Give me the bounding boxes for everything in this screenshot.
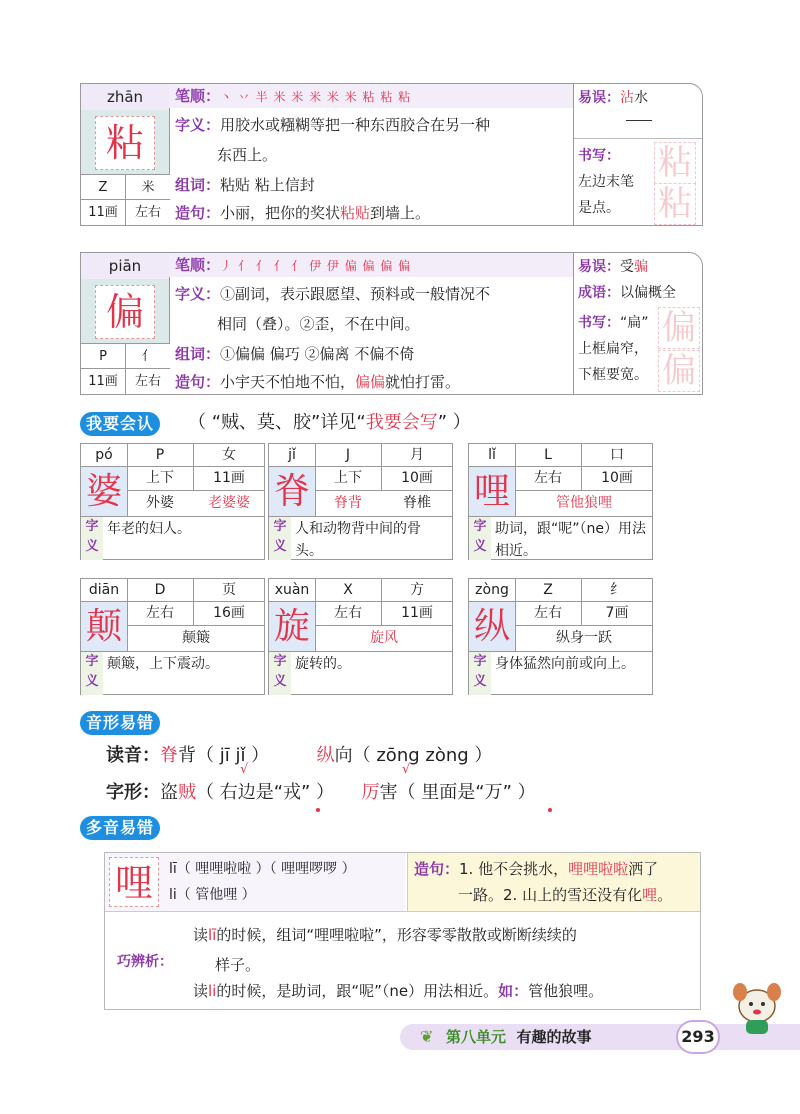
write-tip: 左边末笔 xyxy=(578,174,634,190)
tips-panel: 易误：沾水 书写： 左边末笔 是点。 粘 粘 xyxy=(574,84,702,225)
big-character: 偏 xyxy=(81,279,170,343)
meaning-label: 字 义 xyxy=(81,517,103,560)
word-1: 管他狼哩 xyxy=(556,495,612,511)
radical: 女 xyxy=(222,447,236,463)
check-mark: √ xyxy=(240,762,249,777)
tip-line-3: 读li的时候，是助词，跟“呢”（ne）用法相近。如：管他狼哩。 xyxy=(193,982,604,1000)
meaning-continued: 相同（叠）。②歪，不在中间。 xyxy=(217,315,420,333)
meaning-row: 字义：①副词，表示跟愿望、预料或一般情况不 xyxy=(175,285,491,303)
radical: 方 xyxy=(410,582,424,598)
character-card-zhan xyxy=(80,83,703,226)
radical: 纟 xyxy=(610,582,624,598)
pinyin: pó xyxy=(95,447,113,463)
meaning-continued: 东西上。 xyxy=(217,146,278,164)
sentence-row: 造句：小宇天不怕地不怕，偏偏就怕打雷。 xyxy=(175,373,461,391)
leaf-icon: ❦ xyxy=(420,1027,434,1046)
polyphone-char: 哩 xyxy=(109,857,159,907)
meaning: 颠簸，上下震动。 xyxy=(107,656,219,672)
page-number: 293 xyxy=(676,1020,720,1054)
stroke-order-row: 笔顺：丿 亻 亻 亻 亻 伊 伊 偏 偏 偏 偏 xyxy=(169,253,573,277)
write-tip: 上框扁窄， xyxy=(578,341,648,357)
index-letter: Z xyxy=(81,174,125,200)
word-1: 旋风 xyxy=(370,630,398,646)
word-1: 脊背 xyxy=(334,495,362,511)
word-1: 外婆 xyxy=(146,495,174,511)
structure: 左右 xyxy=(125,199,170,225)
meaning-label: 字 义 xyxy=(269,652,291,695)
tips-panel: 易误：受骗 成语：以偏概全 书写：“扁” 上框扁窄， 下框要宽。 偏 偏 xyxy=(574,253,702,394)
section-head-recognize: 我要会认 xyxy=(80,412,160,436)
radical: 页 xyxy=(222,582,236,598)
character-card-pian xyxy=(80,252,703,395)
structure: 上下 xyxy=(146,470,174,486)
sentence-row: 造句：小丽，把你的奖状粘贴到墙上。 xyxy=(175,204,431,222)
meaning-row: 字义：用胶水或糨糊等把一种东西胶合在另一种 xyxy=(175,116,491,134)
stroke-count: 7画 xyxy=(605,605,629,621)
structure: 上下 xyxy=(334,470,362,486)
pinyin: xuàn xyxy=(274,582,310,598)
big-character: 粘 xyxy=(81,110,170,174)
index-letter: J xyxy=(345,447,351,463)
tracing-char: 偏 xyxy=(658,350,700,392)
meaning-label: 字 义 xyxy=(81,652,103,695)
pronunciation-line: 读音：脊背（ jī jǐ ） 纵向（ zōng zòng ） xyxy=(106,745,493,766)
tip-line-1: 读lī的时候，组词“哩哩啦啦”，形容零零散散或断断续续的 xyxy=(193,926,577,944)
words-row: 组词：粘贴 粘上信封 xyxy=(175,176,315,194)
stroke-order-row: 笔顺：丶 丷 半 米 米 米 米 米 粘 粘 粘 xyxy=(169,84,573,108)
index-letter: D xyxy=(154,582,166,598)
big-character: 颠 xyxy=(81,601,128,652)
meaning-label: 字 义 xyxy=(269,517,291,560)
reading-1: lī（ 哩哩啦啦 ）（ 哩哩啰啰 ） xyxy=(169,861,356,877)
big-character: 哩 xyxy=(469,466,516,517)
polyphone-box xyxy=(104,852,701,1010)
radical: 口 xyxy=(610,447,624,463)
meaning: 身体猛然向前或向上。 xyxy=(495,656,635,672)
word-2: 脊椎 xyxy=(403,495,431,511)
meaning: 旋转的。 xyxy=(295,656,351,672)
stroke-count: 10画 xyxy=(601,470,633,486)
small-character-card xyxy=(268,578,453,695)
stroke-count: 11画 xyxy=(401,605,433,621)
meaning: 年老的妇人。 xyxy=(107,521,191,537)
footer-title: 第八单元 有趣的故事 xyxy=(446,1028,592,1046)
radical: 月 xyxy=(410,447,424,463)
pinyin: zòng xyxy=(475,582,509,598)
sentence-panel: 造句：1. 他不会挑水，哩哩啦啦洒了 一路。2. 山上的雪还没有化哩。 xyxy=(407,853,700,911)
pinyin: jǐ xyxy=(288,447,296,463)
reading-2: li（ 管他哩 ） xyxy=(169,887,256,903)
structure: 左右 xyxy=(534,605,562,621)
small-character-card xyxy=(468,578,653,695)
meaning-label: 字 义 xyxy=(469,517,491,560)
tip-line-2: 样子。 xyxy=(215,956,261,974)
emphasis-dot xyxy=(316,808,320,812)
word-2: 老婆婆 xyxy=(208,495,250,511)
stroke-count: 16画 xyxy=(213,605,245,621)
structure: 左右 xyxy=(146,605,174,621)
meaning: 助词，跟“呢”（ne）用法相近。 xyxy=(495,521,646,559)
word-1: 纵身一跃 xyxy=(556,630,612,646)
polyphone-readings xyxy=(105,853,405,911)
pinyin: lǐ xyxy=(488,447,496,463)
shape-line: 字形：盗贼（ 右边是“戎” ） 厉害（ 里面是“万” ） xyxy=(106,782,536,803)
small-character-card xyxy=(468,443,653,560)
radical: 亻 xyxy=(125,343,170,369)
tracing-char: 粘 xyxy=(654,183,696,225)
structure: 左右 xyxy=(125,368,170,394)
big-character: 旋 xyxy=(269,601,316,652)
stroke-count: 11画 xyxy=(213,470,245,486)
tip-label: 巧辨析： xyxy=(117,954,173,970)
stroke-count: 11画 xyxy=(81,368,125,394)
meaning-label: 字 义 xyxy=(469,652,491,695)
check-mark: √ xyxy=(402,762,411,777)
index-letter: Z xyxy=(543,582,553,598)
big-character: 脊 xyxy=(269,466,316,517)
small-character-card xyxy=(80,578,265,695)
small-character-card xyxy=(80,443,265,560)
index-letter: P xyxy=(155,447,165,463)
meaning: 人和动物背中间的骨头。 xyxy=(295,521,421,559)
small-character-card xyxy=(268,443,453,560)
section-head-polyphone: 多音易错 xyxy=(80,816,160,840)
word-1: 颠簸 xyxy=(182,630,210,646)
structure: 左右 xyxy=(334,605,362,621)
write-tip: 是点。 xyxy=(578,200,620,216)
tracing-char: 偏 xyxy=(658,307,700,349)
write-label: 书写： xyxy=(578,148,620,164)
stroke-count: 11画 xyxy=(81,199,125,225)
section-note: （ “贼、莫、胶”详见“我要会写” ） xyxy=(188,412,471,433)
big-character: 纵 xyxy=(469,601,516,652)
pinyin: diān xyxy=(88,582,120,598)
pinyin: zhān xyxy=(81,84,170,111)
tracing-char: 粘 xyxy=(654,142,696,184)
index-letter: X xyxy=(343,582,353,598)
index-letter: L xyxy=(544,447,552,463)
section-head-confusing: 音形易错 xyxy=(80,711,160,735)
write-tip: 下框要宽。 xyxy=(578,367,648,383)
big-character: 婆 xyxy=(81,466,128,517)
pinyin: piān xyxy=(81,253,170,280)
mascot-icon xyxy=(724,976,790,1042)
emphasis-dot xyxy=(548,808,552,812)
structure: 左右 xyxy=(534,470,562,486)
radical: 米 xyxy=(125,174,170,200)
words-row: 组词：①偏偏 偏巧 ②偏离 不偏不倚 xyxy=(175,345,415,363)
index-letter: P xyxy=(81,343,125,369)
stroke-count: 10画 xyxy=(401,470,433,486)
